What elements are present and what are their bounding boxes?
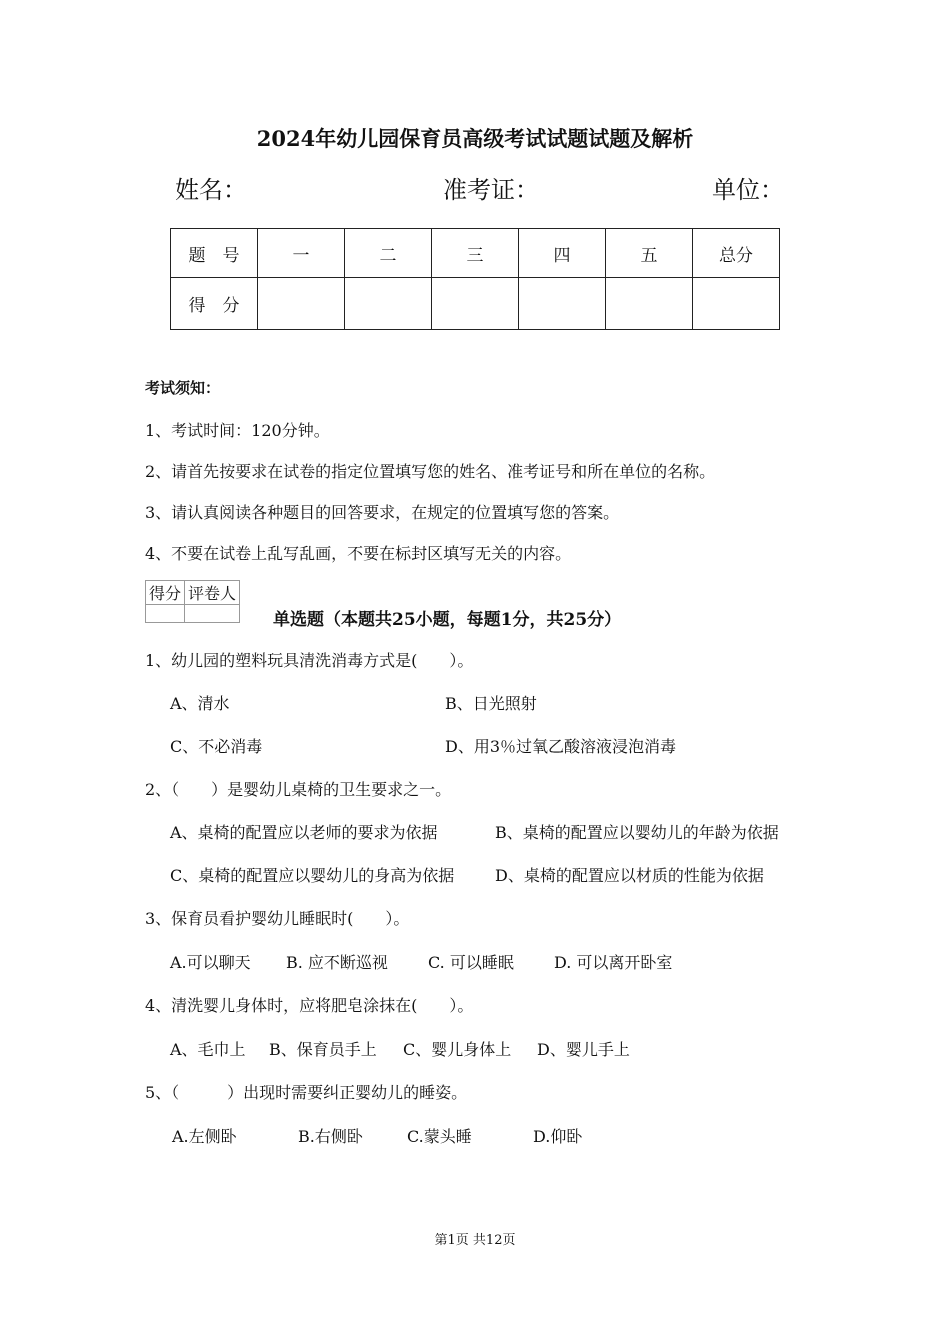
grader-name-label: 评卷人 bbox=[185, 581, 240, 605]
page-footer: 第1页 共12页 bbox=[434, 1233, 516, 1248]
question-option: A.可以聊天 bbox=[170, 953, 251, 972]
question-option: D、用3％过氧乙酸溶液浸泡消毒 bbox=[445, 737, 677, 756]
question-option: D. 可以离开卧室 bbox=[554, 953, 673, 972]
question-option: A、桌椅的配置应以老师的要求为依据 bbox=[170, 823, 438, 842]
question-option: A、清水 bbox=[170, 694, 230, 713]
score-table bbox=[170, 228, 780, 330]
question-option: D、婴儿手上 bbox=[537, 1040, 630, 1059]
score-table-header-cell: 三 bbox=[432, 229, 519, 278]
score-cell[interactable] bbox=[258, 278, 345, 330]
score-table-header-cell: 五 bbox=[606, 229, 693, 278]
page-title: 2024年幼儿园保育员高级考试试题试题及解析 bbox=[256, 126, 694, 151]
question-option: B、保育员手上 bbox=[269, 1040, 377, 1059]
notice-item: 2、请首先按要求在试卷的指定位置填写您的姓名、准考证号和所在单位的名称。 bbox=[145, 462, 716, 481]
score-table-header-cell: 二 bbox=[345, 229, 432, 278]
score-cell[interactable] bbox=[432, 278, 519, 330]
score-table-header-cell: 题 号 bbox=[171, 229, 258, 278]
score-cell[interactable] bbox=[606, 278, 693, 330]
question-stem: 4、清洗婴儿身体时，应将肥皂涂抹在( ）。 bbox=[145, 996, 474, 1015]
question-option: C、桌椅的配置应以婴幼儿的身高为依据 bbox=[170, 866, 455, 885]
grader-score-label: 得分 bbox=[146, 581, 185, 605]
grader-name-cell[interactable] bbox=[185, 605, 240, 623]
score-table-header-cell: 总分 bbox=[693, 229, 780, 278]
notice-item: 3、请认真阅读各种题目的回答要求，在规定的位置填写您的答案。 bbox=[145, 503, 620, 522]
question-option: A.左侧卧 bbox=[172, 1127, 237, 1146]
score-cell[interactable] bbox=[345, 278, 432, 330]
question-stem: 5、（ ）出现时需要纠正婴幼儿的睡姿。 bbox=[145, 1083, 468, 1102]
notice-heading: 考试须知： bbox=[145, 379, 221, 397]
question-option: A、毛巾上 bbox=[170, 1040, 246, 1059]
notice-item: 4、不要在试卷上乱写乱画，不要在标封区填写无关的内容。 bbox=[145, 544, 572, 563]
score-row-label: 得 分 bbox=[171, 278, 258, 330]
section-heading: 单选题（本题共25小题，每题1分，共25分） bbox=[273, 610, 622, 630]
grader-score-cell[interactable] bbox=[146, 605, 185, 623]
score-table-header-cell: 四 bbox=[519, 229, 606, 278]
question-option: D.仰卧 bbox=[533, 1127, 583, 1146]
name-field-label: 姓名： bbox=[175, 176, 247, 204]
question-option: B.右侧卧 bbox=[298, 1127, 363, 1146]
question-stem: 1、幼儿园的塑料玩具清洗消毒方式是( ）。 bbox=[145, 651, 474, 670]
score-cell[interactable] bbox=[519, 278, 606, 330]
question-option: D、桌椅的配置应以材质的性能为依据 bbox=[495, 866, 764, 885]
unit-field-label: 单位： bbox=[712, 176, 784, 204]
score-table-header-row bbox=[171, 229, 780, 278]
score-table-header-cell: 一 bbox=[258, 229, 345, 278]
question-option: B、日光照射 bbox=[445, 694, 537, 713]
score-cell[interactable] bbox=[693, 278, 780, 330]
exam-number-field-label: 准考证： bbox=[443, 176, 539, 204]
question-stem: 2、（ ）是婴幼儿桌椅的卫生要求之一。 bbox=[145, 780, 452, 799]
question-option: B、桌椅的配置应以婴幼儿的年龄为依据 bbox=[495, 823, 779, 842]
score-table-score-row bbox=[171, 278, 780, 330]
question-option: C、婴儿身体上 bbox=[403, 1040, 512, 1059]
question-option: C、不必消毒 bbox=[170, 737, 263, 756]
notice-item: 1、考试时间：120分钟。 bbox=[145, 421, 330, 440]
question-stem: 3、保育员看护婴幼儿睡眠时( ）。 bbox=[145, 909, 410, 928]
question-option: B. 应不断巡视 bbox=[286, 953, 388, 972]
question-option: C. 可以睡眠 bbox=[428, 953, 514, 972]
grader-box bbox=[145, 580, 240, 623]
question-option: C.蒙头睡 bbox=[407, 1127, 472, 1146]
